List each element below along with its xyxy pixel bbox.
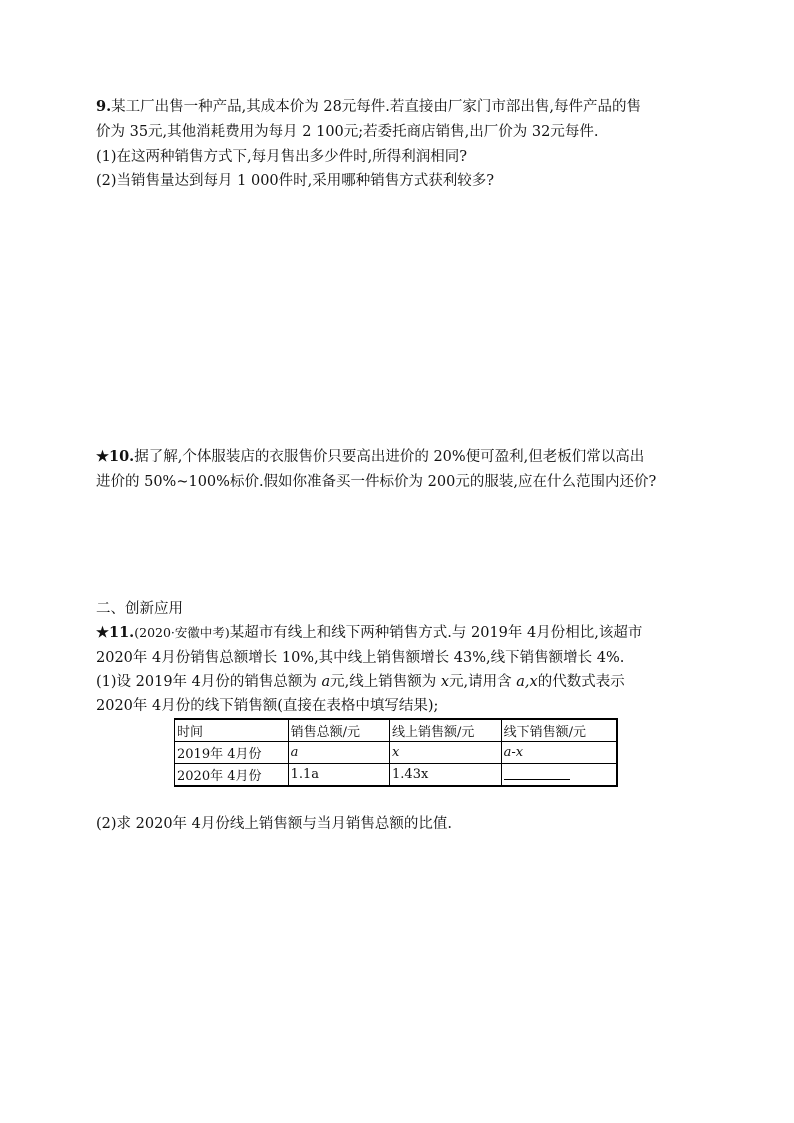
q11-number: ★11. (96, 624, 135, 641)
q9-text-line1: 某工厂出售一种产品,其成本价为 28元每件.若直接由厂家门市部出售,每件产品的售 (111, 99, 642, 115)
cell-2019-time: 2019年 4月份 (175, 742, 289, 764)
q11-part1-text-b: 元,线上销售额为 (330, 674, 441, 690)
header-online: 线上销售额/元 (390, 719, 502, 742)
q11-source: (2020·安徽中考) (134, 625, 230, 640)
answer-blank[interactable] (504, 765, 570, 780)
q11-vars: a,x (516, 674, 538, 690)
cell-2019-online (390, 742, 502, 764)
q10-line1 (96, 446, 644, 468)
q9-line2: 价为 35元,其他消耗费用为每月 2 100元;若委托商店销售,出厂价为 32元每件. (96, 124, 599, 140)
cell-2020-total: 1.1a (288, 764, 389, 787)
q9-line1 (96, 96, 641, 118)
q11-part1-text-c: 元,请用含 (449, 674, 517, 690)
cell-2019-total-value: a (290, 745, 299, 760)
cell-2020-online: 1.43x (390, 764, 502, 787)
q11-part1 (96, 671, 625, 693)
header-offline: 线下销售额/元 (501, 719, 617, 742)
cell-2019-total (288, 742, 389, 764)
header-total: 销售总额/元 (288, 719, 389, 742)
cell-2019-online-value: x (392, 745, 400, 760)
cell-2019-offline (501, 742, 617, 764)
q11-part1-text-a: (1)设 2019年 4月份的销售总额为 (96, 674, 322, 690)
q11-part1-text-d: 的代数式表示 (537, 674, 625, 690)
cell-2019-offline-value: a-x (503, 745, 524, 760)
q10-text-line1: 据了解,个体服装店的衣服售价只要高出进价的 20%便可盈利,但老板们常以高出 (134, 449, 645, 465)
header-time: 时间 (175, 719, 289, 742)
q11-text-line1: 某超市有线上和线下两种销售方式.与 2019年 4月份相比,该超市 (229, 625, 643, 641)
q9-part2: (2)当销售量达到每月 1 000件时,采用哪种销售方式获利较多? (96, 173, 495, 189)
table-header-row (175, 719, 618, 742)
table-row (175, 764, 618, 787)
q10-number: ★10. (96, 448, 135, 465)
table-row (175, 742, 618, 764)
section2-title: 二、创新应用 (96, 601, 183, 617)
cell-2020-offline[interactable] (501, 764, 617, 787)
sales-table (174, 718, 618, 787)
q11-part1-line2: 2020年 4月份的线下销售额(直接在表格中填写结果); (96, 698, 439, 714)
q11-var-x: x (440, 674, 450, 690)
q11-var-a: a (321, 674, 331, 690)
q9-part1: (1)在这两种销售方式下,每月售出多少件时,所得利润相同? (96, 149, 468, 165)
q10-line2: 进价的 50%~100%标价.假如你准备买一件标价为 200元的服装,应在什么范围内还价? (96, 474, 657, 490)
q9-number: 9. (96, 98, 112, 115)
q11-line1 (96, 622, 642, 644)
cell-2020-time: 2020年 4月份 (175, 764, 289, 787)
q11-line2: 2020年 4月份销售总额增长 10%,其中线上销售额增长 43%,线下销售额增长 4%. (96, 650, 625, 666)
q11-part2: (2)求 2020年 4月份线上销售额与当月销售总额的比值. (96, 816, 452, 832)
